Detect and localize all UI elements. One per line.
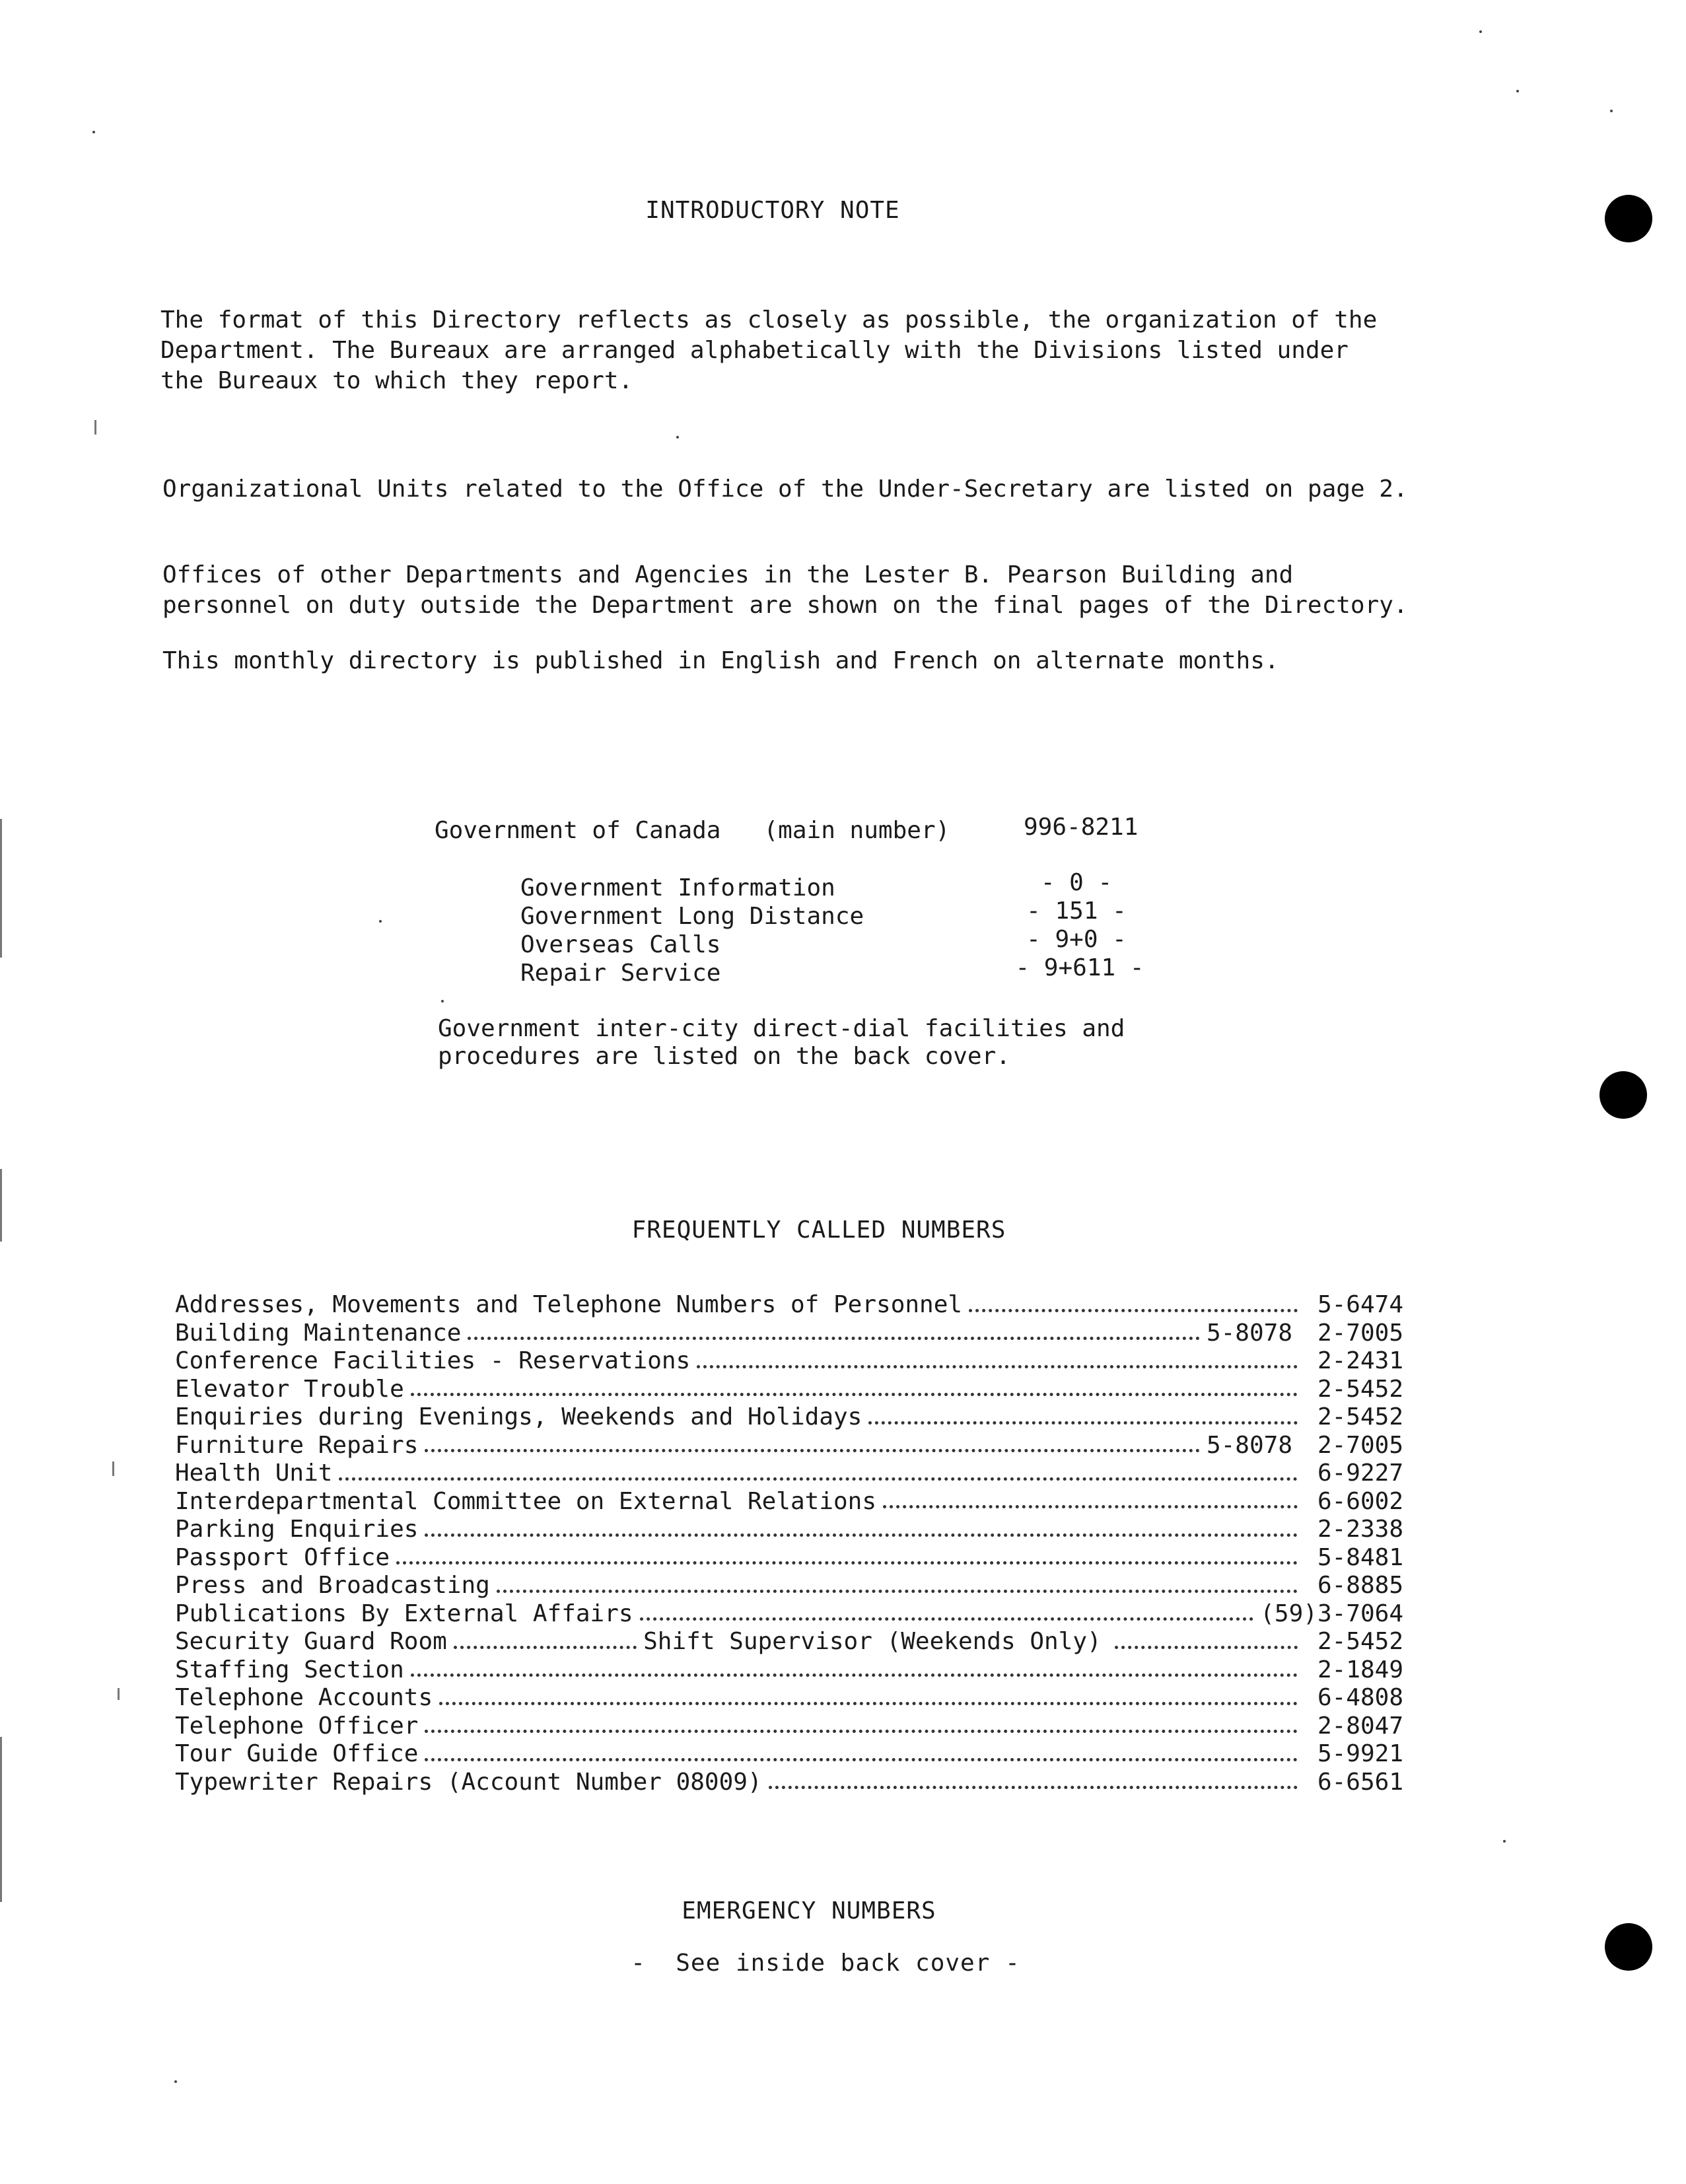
entry-number: 6-6561 (1317, 1768, 1403, 1796)
entry-number: 6-8885 (1317, 1572, 1403, 1599)
intro-paragraph-units: Organizational Units related to the Office of the Under-Secretary are listed on page 2. (162, 476, 1408, 503)
dot-leader (425, 1533, 1298, 1537)
entry-number: 2-7005 (1317, 1319, 1403, 1347)
entry-number: 5-8481 (1317, 1543, 1403, 1571)
entry-name: Enquiries during Evenings, Weekends and Holidays (175, 1403, 862, 1430)
directory-entry-row (175, 1769, 1403, 1797)
scan-speck (676, 436, 679, 439)
emergency-note: - See inside back cover - (631, 1950, 1020, 1977)
entry-name: Building Maintenance (175, 1319, 462, 1347)
emergency-heading: EMERGENCY NUMBERS (682, 1897, 936, 1924)
scan-speck (1503, 1840, 1506, 1843)
scan-speck (92, 131, 95, 133)
service-number: - 9+0 - (1026, 926, 1127, 953)
entry-alt-number: 5-8078 (1206, 1431, 1292, 1459)
entry-number: 2-5452 (1317, 1403, 1403, 1430)
dot-leader (454, 1646, 637, 1649)
service-number: - 0 - (1040, 869, 1113, 896)
entry-name: Conference Facilities - Reservations (175, 1347, 691, 1374)
dot-leader (425, 1730, 1298, 1733)
directory-entry-row (175, 1712, 1403, 1741)
entry-name: Furniture Repairs (175, 1431, 419, 1459)
entry-name: Tour Guide Office (175, 1740, 419, 1767)
government-main-number: 996-8211 (1024, 814, 1139, 841)
entry-extra-label: Shift Supervisor (Weekends Only) (643, 1628, 1102, 1655)
directory-entry-row (175, 1432, 1403, 1460)
entry-number: (59)3-7064 (1260, 1600, 1403, 1627)
scan-speck (379, 920, 382, 923)
service-number: - 151 - (1026, 898, 1127, 925)
margin-tick (94, 420, 96, 435)
directory-entry-row (175, 1516, 1403, 1544)
binder-hole-middle (1599, 1071, 1647, 1119)
dot-leader (497, 1590, 1298, 1593)
entry-name: Passport Office (175, 1543, 390, 1571)
directory-entry-row (175, 1460, 1403, 1488)
margin-line (0, 1737, 2, 1902)
binder-hole-top (1605, 195, 1652, 242)
margin-line (0, 819, 2, 958)
directory-entry-row (175, 1684, 1403, 1712)
service-number: - 9+611 - (1015, 954, 1144, 981)
directory-entry-row (175, 1628, 1403, 1656)
dot-leader (883, 1505, 1298, 1508)
entry-name: Addresses, Movements and Telephone Numbers of Personnel (175, 1291, 963, 1318)
dot-leader (425, 1758, 1298, 1761)
entry-number: 2-2431 (1317, 1347, 1403, 1374)
service-label: Overseas Calls (520, 931, 721, 958)
entry-number: 6-4808 (1317, 1684, 1403, 1711)
scan-speck (1479, 30, 1482, 33)
entry-name: Parking Enquiries (175, 1516, 419, 1543)
entry-number: 2-5452 (1317, 1375, 1403, 1403)
entry-name: Security Guard Room (175, 1628, 447, 1655)
entry-name: Press and Broadcasting (175, 1572, 490, 1599)
scan-speck (1516, 90, 1519, 92)
scan-speck (1610, 110, 1613, 112)
entry-number: 6-9227 (1317, 1460, 1403, 1487)
entry-number: 6-6002 (1317, 1487, 1403, 1515)
dot-leader (411, 1393, 1298, 1396)
entry-number: 5-6474 (1317, 1291, 1403, 1318)
directory-entry-row (175, 1600, 1403, 1629)
frequent-heading: FREQUENTLY CALLED NUMBERS (631, 1216, 1006, 1244)
dot-leader (769, 1786, 1298, 1789)
dot-leader (697, 1365, 1298, 1368)
dot-leader (439, 1702, 1298, 1705)
directory-entry-row (175, 1740, 1403, 1769)
intro-paragraph-offices: Offices of other Departments and Agencies in the Lester B. Pearson Building and personnel on duty outside the Department are shown on the final pages of the Directory. (162, 561, 1408, 619)
entry-name: Typewriter Repairs (Account Number 08009) (175, 1768, 762, 1796)
dot-leader (396, 1561, 1298, 1565)
directory-entry-row (175, 1656, 1403, 1685)
entry-alt-number: 5-8078 (1206, 1319, 1292, 1347)
entry-name: Health Unit (175, 1460, 333, 1487)
dot-leader (1115, 1646, 1298, 1649)
dot-leader (868, 1421, 1298, 1425)
intro-paragraph-publication: This monthly directory is published in English and French on alternate months. (162, 647, 1279, 674)
directory-entry-row (175, 1488, 1403, 1516)
margin-tick (112, 1462, 114, 1476)
intro-paragraph-format: The format of this Directory reflects as closely as possible, the organization of the Department. The Bureaux are arranged alphabetically with the Divisions listed under the Bureaux to which they report. (160, 306, 1378, 394)
directory-entry-row (175, 1403, 1403, 1432)
entry-number: 2-1849 (1317, 1656, 1403, 1683)
service-label: Repair Service (520, 960, 721, 987)
margin-tick (118, 1688, 120, 1700)
directory-entry-row (175, 1347, 1403, 1376)
government-direct-dial-note: Government inter-city direct-dial facilities and procedures are listed on the back cover. (438, 1015, 1125, 1070)
dot-leader (339, 1477, 1298, 1481)
dot-leader (411, 1673, 1298, 1677)
dot-leader (640, 1617, 1254, 1621)
directory-entry-row (175, 1376, 1403, 1404)
dot-leader (468, 1337, 1199, 1340)
binder-hole-bottom (1605, 1923, 1652, 1971)
directory-entry-row (175, 1572, 1403, 1600)
entry-name: Telephone Accounts (175, 1684, 433, 1711)
directory-entry-row (175, 1320, 1403, 1348)
entry-name: Publications By External Affairs (175, 1600, 633, 1627)
entry-name: Interdepartmental Committee on External Relations (175, 1487, 877, 1515)
dot-leader (425, 1449, 1199, 1452)
entry-name: Staffing Section (175, 1656, 404, 1683)
entry-number: 2-8047 (1317, 1712, 1403, 1740)
government-main-label: Government of Canada (main number) (435, 817, 950, 844)
directory-entry-row (175, 1291, 1403, 1320)
service-label: Government Long Distance (520, 903, 864, 930)
dot-leader (969, 1309, 1298, 1312)
entry-number: 2-5452 (1317, 1628, 1403, 1655)
scan-speck (174, 2080, 177, 2083)
scan-speck (441, 1000, 444, 1003)
margin-line (0, 1169, 2, 1242)
entry-number: 5-9921 (1317, 1740, 1403, 1767)
entry-number: 2-7005 (1317, 1431, 1403, 1459)
service-label: Government Information (520, 874, 835, 901)
entry-number: 2-2338 (1317, 1516, 1403, 1543)
intro-heading: INTRODUCTORY NOTE (645, 197, 900, 224)
entry-name: Elevator Trouble (175, 1375, 404, 1403)
directory-entry-row (175, 1544, 1403, 1572)
entry-name: Telephone Officer (175, 1712, 419, 1740)
frequent-numbers-list (175, 1291, 1403, 1796)
